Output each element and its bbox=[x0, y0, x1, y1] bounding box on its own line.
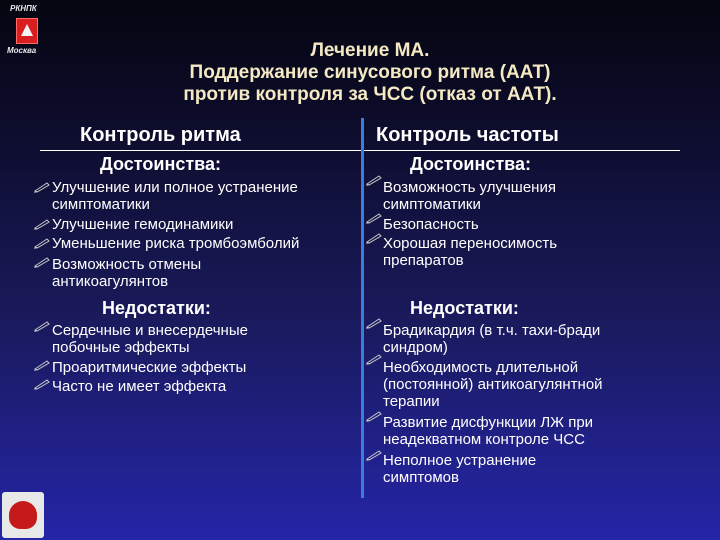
pen-icon bbox=[34, 218, 50, 230]
left-cons-item: Проаритмические эффекты bbox=[52, 359, 247, 376]
left-pros-item: Уменьшение риска тромбоэмболий bbox=[52, 235, 300, 252]
pen-icon bbox=[366, 317, 382, 329]
rate-control-heading: Контроль частоты bbox=[376, 124, 559, 146]
rhythm-control-heading: Контроль ритма bbox=[80, 124, 241, 146]
left-cons-label: Недостатки: bbox=[102, 298, 211, 318]
header-divider bbox=[40, 150, 680, 151]
right-cons-item: Развитие дисфункции ЛЖ при неадекватном контроле ЧСС bbox=[383, 414, 594, 448]
institute-emblem bbox=[2, 492, 44, 538]
title-line-2: Поддержание синусового ритма (ААТ) bbox=[189, 62, 551, 83]
left-pros-item: Улучшение или полное устранение симптоматики bbox=[52, 179, 298, 213]
left-pros-label: Достоинства: bbox=[100, 154, 221, 174]
logo-city-text: Москва bbox=[7, 46, 37, 55]
column-divider bbox=[361, 118, 364, 498]
pen-icon bbox=[366, 174, 382, 186]
right-cons-item: Неполное устранение симптомов bbox=[383, 452, 537, 486]
pen-icon bbox=[34, 320, 50, 332]
pen-icon bbox=[34, 181, 50, 193]
pen-icon bbox=[34, 256, 50, 268]
right-cons-item: Необходимость длительной (постоянной) антикоагулянтной терапии bbox=[383, 359, 603, 410]
pen-icon bbox=[34, 359, 50, 371]
pen-icon bbox=[366, 232, 382, 244]
right-pros-item: Возможность улучшения симптоматики bbox=[383, 179, 556, 213]
right-pros-item: Хорошая переносимость препаратов bbox=[383, 235, 558, 269]
right-cons-label: Недостатки: bbox=[410, 298, 519, 318]
right-pros-label: Достоинства: bbox=[410, 154, 531, 174]
pen-icon bbox=[366, 212, 382, 224]
logo-org-text: РКНПК bbox=[10, 4, 37, 13]
title-line-1: Лечение МА. bbox=[310, 40, 430, 61]
pen-icon bbox=[34, 378, 50, 390]
left-cons-item: Часто не имеет эффекта bbox=[52, 378, 227, 395]
left-cons-item: Сердечные и внесердечные побочные эффекты bbox=[52, 322, 248, 356]
pen-icon bbox=[366, 353, 382, 365]
title-line-3: против контроля за ЧСС (отказ от ААТ). bbox=[183, 84, 557, 105]
right-pros-item: Безопасность bbox=[383, 216, 479, 233]
flag-icon bbox=[16, 18, 38, 44]
pen-icon bbox=[366, 410, 382, 422]
pen-icon bbox=[34, 237, 50, 249]
left-pros-item: Возможность отмены антикоагулянтов bbox=[52, 256, 202, 290]
right-cons-item: Брадикардия (в т.ч. тахи-бради синдром) bbox=[383, 322, 601, 356]
pen-icon bbox=[366, 449, 382, 461]
heart-emblem-icon bbox=[9, 501, 37, 529]
organization-logo bbox=[4, 2, 44, 58]
left-pros-item: Улучшение гемодинамики bbox=[52, 216, 234, 233]
slide-title bbox=[60, 40, 680, 106]
